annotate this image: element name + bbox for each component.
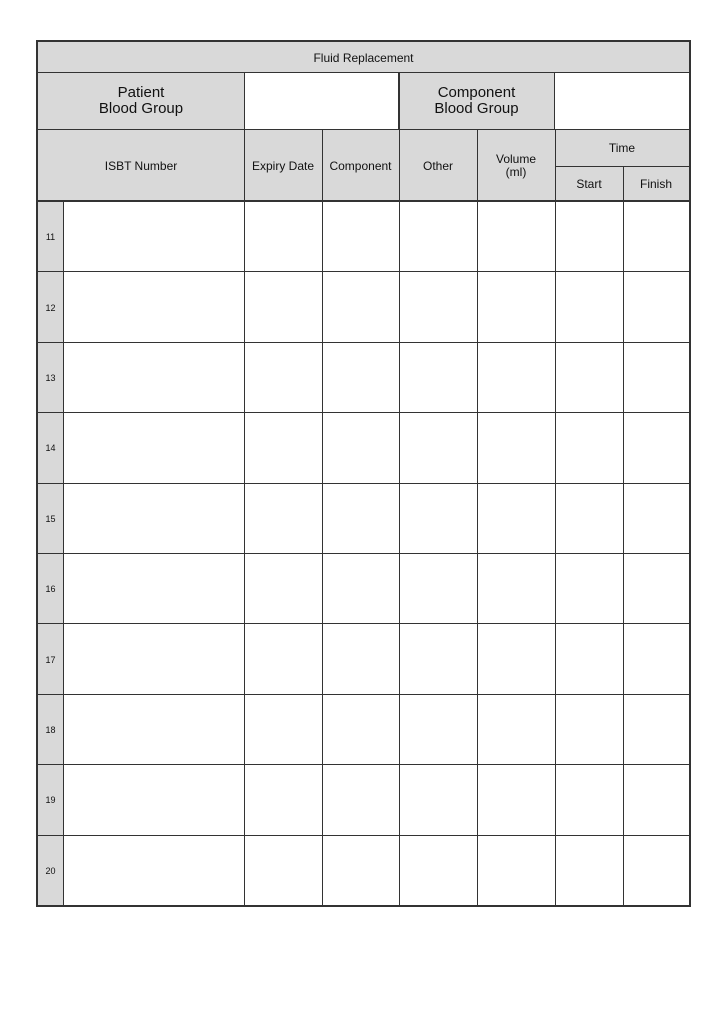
other-cell[interactable] <box>400 695 477 765</box>
isbt-number-cell[interactable] <box>63 484 244 554</box>
row-number: 18 <box>45 724 56 735</box>
row-number: 13 <box>45 372 56 383</box>
volume-cell[interactable] <box>478 413 555 483</box>
table-row <box>38 765 689 835</box>
other-cell[interactable] <box>400 413 477 483</box>
expiry-date-cell[interactable] <box>245 343 322 413</box>
col-other: Other <box>422 158 453 173</box>
expiry-date-cell[interactable] <box>245 484 322 554</box>
expiry-date-cell[interactable] <box>245 765 322 835</box>
col-time-start: Start <box>576 176 602 191</box>
col-expiry-date: Expiry Date <box>251 158 315 173</box>
start-time-cell[interactable] <box>556 695 623 765</box>
vrule-bg-2 <box>398 73 400 130</box>
col-volume: Volume (ml) <box>495 151 537 179</box>
finish-time-cell[interactable] <box>624 484 689 554</box>
col-component: Component <box>329 158 392 173</box>
expiry-date-cell[interactable] <box>245 695 322 765</box>
row-number: 17 <box>45 654 56 665</box>
rule-time-sub <box>555 166 689 167</box>
start-time-cell[interactable] <box>556 765 623 835</box>
vrule-col-6 <box>623 166 624 905</box>
vrule-col-3 <box>399 130 400 905</box>
start-time-cell[interactable] <box>556 624 623 694</box>
table-row <box>38 624 689 694</box>
row-number: 15 <box>45 513 56 524</box>
other-cell[interactable] <box>400 554 477 624</box>
vrule-bg-1 <box>244 73 245 130</box>
expiry-date-cell[interactable] <box>245 624 322 694</box>
vrule-rownum <box>63 202 64 905</box>
vrule-col-5 <box>555 130 556 905</box>
finish-time-cell[interactable] <box>624 202 689 272</box>
isbt-number-cell[interactable] <box>63 413 244 483</box>
row-number: 20 <box>45 865 56 876</box>
col-time: Time <box>608 141 636 155</box>
volume-cell[interactable] <box>478 272 555 342</box>
component-cell[interactable] <box>323 343 399 413</box>
isbt-number-cell[interactable] <box>63 202 244 272</box>
other-cell[interactable] <box>400 836 477 906</box>
table-row <box>38 836 689 906</box>
start-time-cell[interactable] <box>556 272 623 342</box>
fluid-replacement-form <box>36 40 691 907</box>
finish-time-cell[interactable] <box>624 836 689 906</box>
volume-cell[interactable] <box>478 836 555 906</box>
other-cell[interactable] <box>400 484 477 554</box>
expiry-date-cell[interactable] <box>245 202 322 272</box>
component-cell[interactable] <box>323 554 399 624</box>
vrule-col-1 <box>244 130 245 905</box>
volume-cell[interactable] <box>478 343 555 413</box>
isbt-number-cell[interactable] <box>63 343 244 413</box>
row-number: 14 <box>45 443 56 454</box>
other-cell[interactable] <box>400 765 477 835</box>
rule-header-bottom <box>38 200 689 202</box>
isbt-number-cell[interactable] <box>63 554 244 624</box>
row-number: 12 <box>45 302 56 313</box>
table-row <box>38 202 689 272</box>
other-cell[interactable] <box>400 272 477 342</box>
isbt-number-cell[interactable] <box>63 836 244 906</box>
volume-cell[interactable] <box>478 695 555 765</box>
component-blood-group-field[interactable] <box>554 73 689 129</box>
start-time-cell[interactable] <box>556 343 623 413</box>
row-number: 11 <box>45 232 56 243</box>
col-isbt-number: ISBT Number <box>104 158 178 173</box>
volume-cell[interactable] <box>478 624 555 694</box>
table-row <box>38 484 689 554</box>
finish-time-cell[interactable] <box>624 554 689 624</box>
volume-cell[interactable] <box>478 202 555 272</box>
expiry-date-cell[interactable] <box>245 413 322 483</box>
component-cell[interactable] <box>323 624 399 694</box>
row-number: 19 <box>45 795 56 806</box>
other-cell[interactable] <box>400 202 477 272</box>
isbt-number-cell[interactable] <box>63 765 244 835</box>
other-cell[interactable] <box>400 343 477 413</box>
expiry-date-cell[interactable] <box>245 272 322 342</box>
patient-blood-group-label: Patient Blood Group <box>38 73 244 129</box>
component-blood-group-label: Component Blood Group <box>399 73 554 129</box>
finish-time-cell[interactable] <box>624 695 689 765</box>
expiry-date-cell[interactable] <box>245 836 322 906</box>
expiry-date-cell[interactable] <box>245 554 322 624</box>
table-row <box>38 695 689 765</box>
patient-blood-group-field[interactable] <box>244 73 399 129</box>
start-time-cell[interactable] <box>556 484 623 554</box>
table-row <box>38 272 689 342</box>
rule-blood-group <box>38 129 689 130</box>
component-cell[interactable] <box>323 202 399 272</box>
col-time-finish: Finish <box>639 176 672 191</box>
volume-cell[interactable] <box>478 484 555 554</box>
row-number: 16 <box>45 584 56 595</box>
finish-time-cell[interactable] <box>624 624 689 694</box>
finish-time-cell[interactable] <box>624 343 689 413</box>
component-cell[interactable] <box>323 695 399 765</box>
volume-cell[interactable] <box>478 554 555 624</box>
start-time-cell[interactable] <box>556 836 623 906</box>
form-title: Fluid Replacement <box>38 42 689 73</box>
component-cell[interactable] <box>323 272 399 342</box>
table-row <box>38 343 689 413</box>
volume-cell[interactable] <box>478 765 555 835</box>
component-cell[interactable] <box>323 836 399 906</box>
table-row <box>38 554 689 624</box>
finish-time-cell[interactable] <box>624 272 689 342</box>
vrule-col-4 <box>477 130 478 905</box>
start-time-cell[interactable] <box>556 554 623 624</box>
finish-time-cell[interactable] <box>624 765 689 835</box>
isbt-number-cell[interactable] <box>63 272 244 342</box>
component-cell[interactable] <box>323 765 399 835</box>
start-time-cell[interactable] <box>556 202 623 272</box>
isbt-number-cell[interactable] <box>63 695 244 765</box>
finish-time-cell[interactable] <box>624 413 689 483</box>
isbt-number-cell[interactable] <box>63 624 244 694</box>
vrule-col-2 <box>322 130 323 905</box>
table-row <box>38 413 689 483</box>
start-time-cell[interactable] <box>556 413 623 483</box>
other-cell[interactable] <box>400 624 477 694</box>
component-cell[interactable] <box>323 484 399 554</box>
rule-title <box>38 72 689 73</box>
vrule-bg-3 <box>554 73 555 130</box>
component-cell[interactable] <box>323 413 399 483</box>
